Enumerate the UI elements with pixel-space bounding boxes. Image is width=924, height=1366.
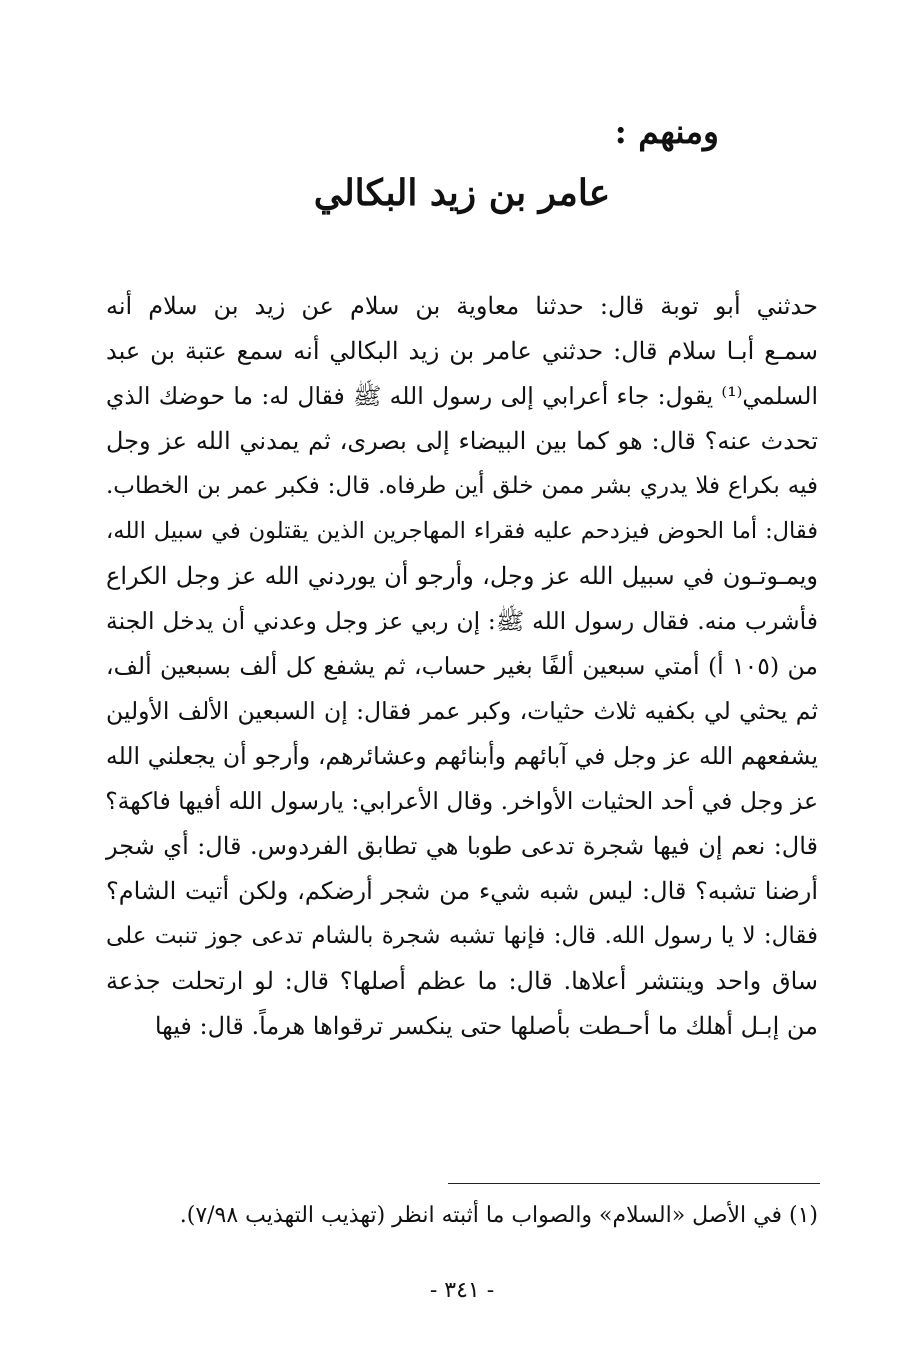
text-line: فقال: لا يا رسول الله. قال: فإنها تشبه شجرة بالشام تدعى جوز تنبت على — [106, 923, 818, 949]
text-line: ثم يحثي لي بكفيه ثلاث حثيات، وكبر عمر فقال: إن السبعين الألف الأولين — [106, 697, 818, 725]
text-line: قال: نعم إن فيها شجرة تدعى طوبا هي تطابق الفردوس. قال: أي شجر — [106, 832, 818, 860]
text-line: فأشرب منه. فقال رسول الله ﷺ: إن ربي عز وجل وعدني أن يدخل الجنة — [106, 607, 818, 635]
text-line: أرضنا تشبه؟ قال: ليس شبه شيء من شجر أرضكم، ولكن أتيت الشام؟ — [106, 877, 818, 905]
footnote: (١) في الأصل «السلام» والصواب ما أثبته انظر (تهذيب التهذيب ٧/٩٨). — [179, 1203, 818, 1228]
text-line: ساق واحد وينتشر أعلاها. قال: ما عظم أصلها؟ قال: لو ارتحلت جذعة — [106, 967, 818, 995]
text-line: فيه بكراع فلا يدري بشر ممن خلق أين طرفاه. قال: فكبر عمر بن الخطاب. — [106, 473, 818, 499]
text-line: السلمي⁽¹⁾ يقول: جاء أعرابي إلى رسول الله ﷺ فقال له: ما حوضك الذي — [106, 382, 818, 410]
text-line: سمـع أبـا سلام قال: حدثني عامر بن زيد البكالي أنه سمع عتبة بن عبد — [106, 337, 818, 365]
page-number: - ٣٤١ - — [429, 1278, 495, 1303]
text-line: من إبـل أهلك ما أحـطت بأصلها حتى ينكسر ترقواها هرماً. قال: فيها — [154, 1012, 818, 1040]
text-line: فقال: أما الحوض فيزدحم عليه فقراء المهاجرين الذين يقتلون في سبيل الله، — [106, 518, 818, 544]
text-line: تحدث عنه؟ قال: هو كما بين البيضاء إلى بصرى، ثم يمدني الله عز وجل — [106, 427, 818, 455]
text-line: حدثني أبو توبة قال: حدثنا معاوية بن سلام عن زيد بن سلام أنه — [106, 292, 818, 320]
footnote-divider — [448, 1183, 820, 1184]
body-text — [106, 284, 818, 1049]
section-label: ومنهم : — [614, 112, 719, 151]
page-title: عامر بن زيد البكالي — [313, 172, 611, 214]
text-line: ويمـوتـون في سبيل الله عز وجل، وأرجو أن يوردني الله عز وجل الكراع — [106, 562, 818, 590]
text-line: عز وجل في أحد الحثيات الأواخر. وقال الأعرابي: يارسول الله أفيها فاكهة؟ — [105, 787, 818, 815]
text-line: من (١٠٥ أ) أمتي سبعين ألفًا بغير حساب، ثم يشفع كل ألف بسبعين ألف، — [106, 652, 818, 680]
text-line: يشفعهم الله عز وجل في آبائهم وأبنائهم وعشائرهم، وأرجو أن يجعلني الله — [106, 742, 818, 770]
